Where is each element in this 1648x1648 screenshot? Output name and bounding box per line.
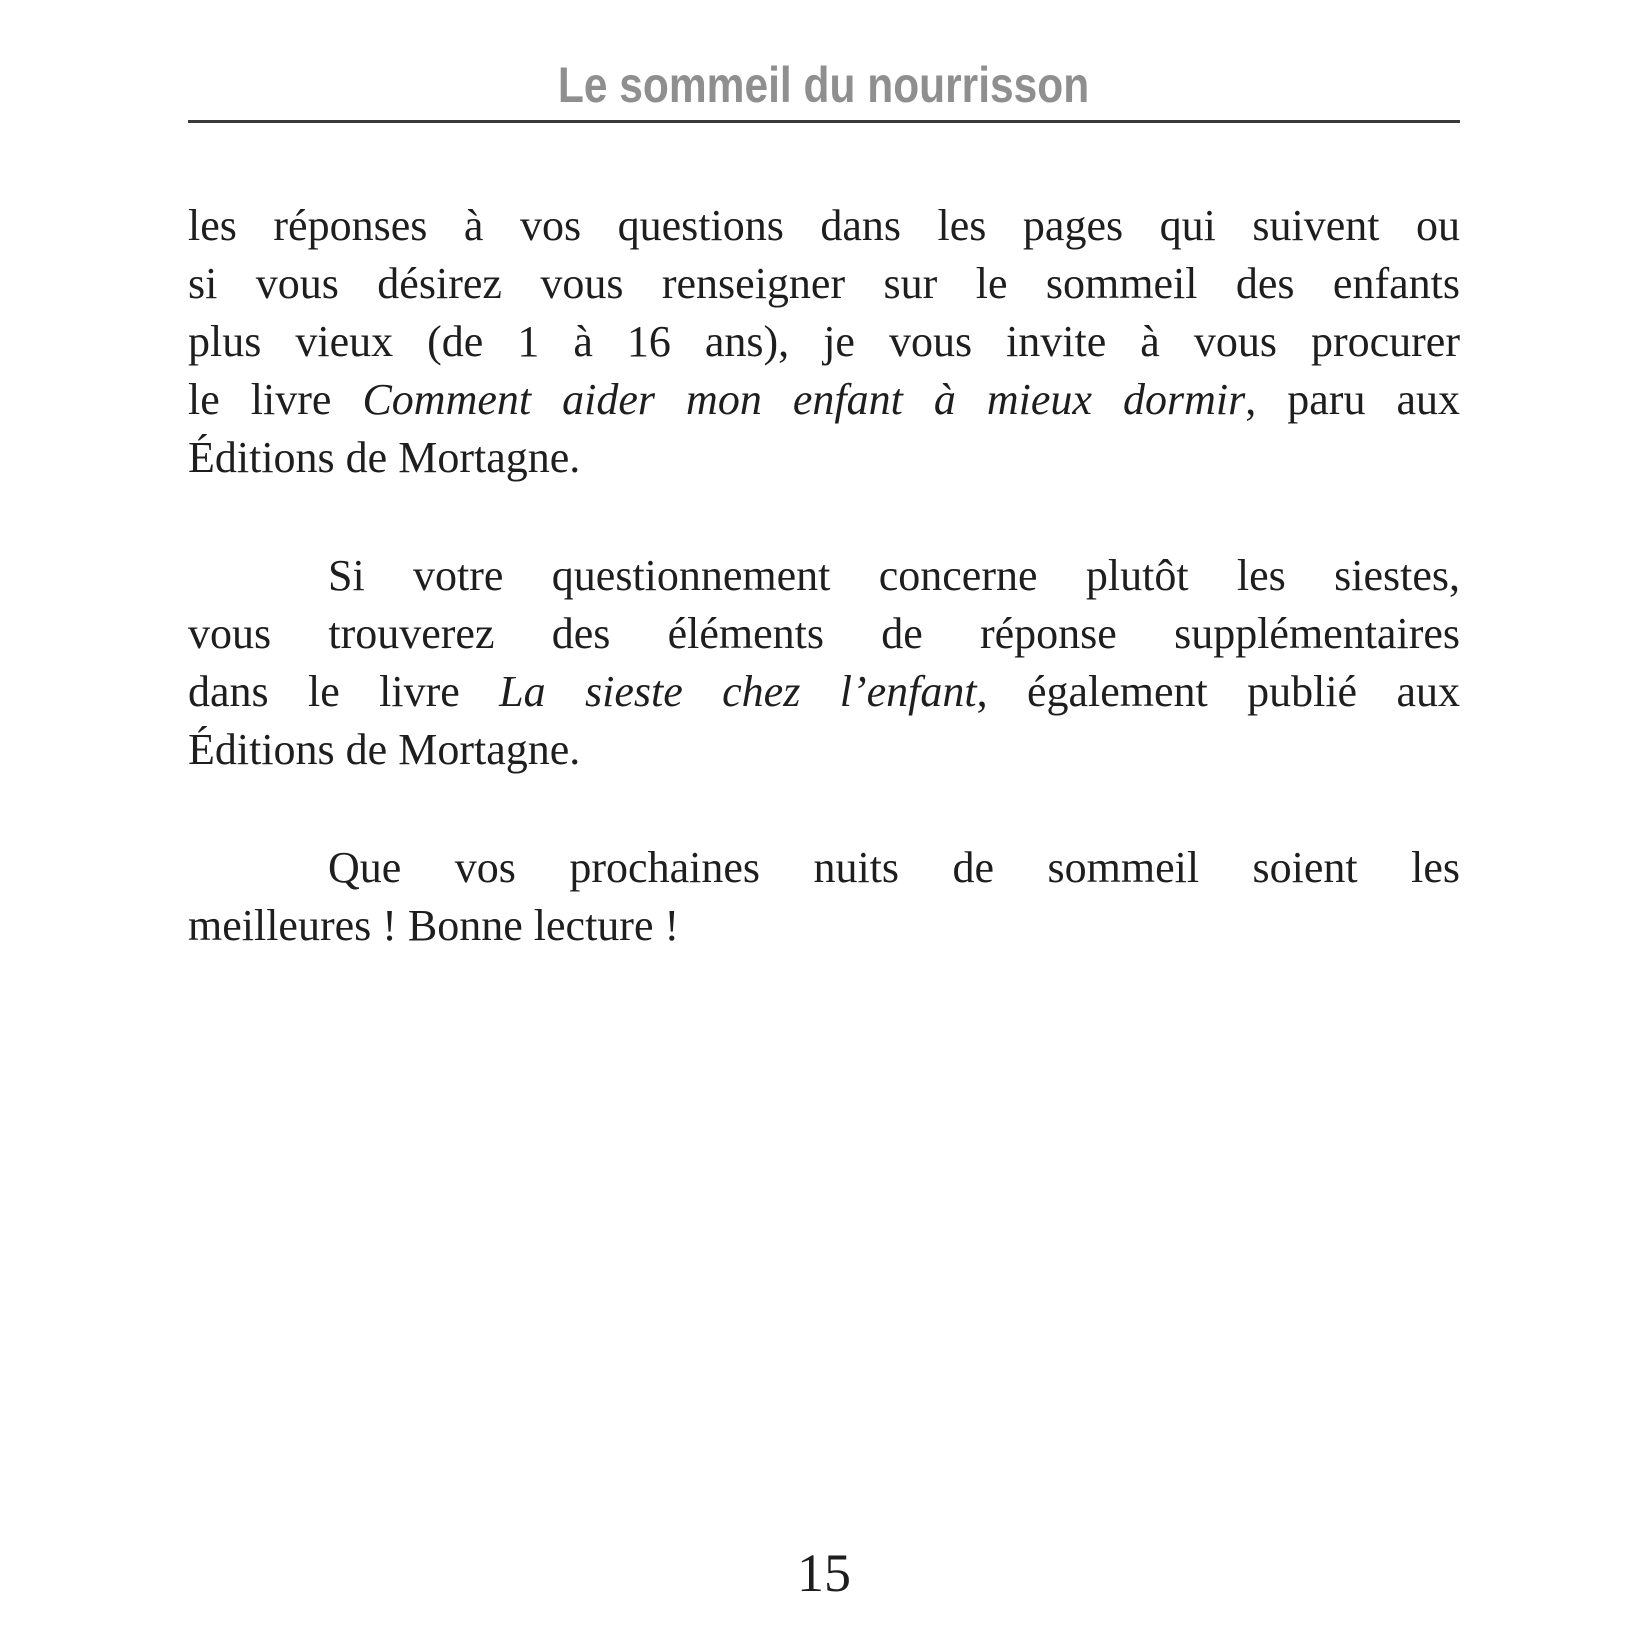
text-segment: vous trouverez des éléments de réponse supplémentaires: [188, 609, 1460, 658]
paragraph-3: [188, 839, 1460, 955]
text-line: [188, 547, 1460, 605]
text-segment: Éditions de Mortagne.: [188, 433, 581, 482]
text-segment: si vous désirez vous renseigner sur le sommeil des enfants: [188, 259, 1460, 308]
text-line: [188, 721, 1460, 779]
text-segment: Que vos prochaines nuits de sommeil soient les: [328, 843, 1460, 892]
text-segment: les réponses à vos questions dans les pages qui suivent ou: [188, 201, 1460, 250]
text-line: [188, 897, 1460, 955]
book-title-italic: La sieste chez l’enfant: [499, 667, 977, 716]
text-segment: meilleures ! Bonne lecture !: [188, 901, 680, 950]
text-line: [188, 605, 1460, 663]
header-rule: [188, 120, 1460, 123]
text-line: [188, 663, 1460, 721]
chapter-header-title: Le sommeil du nourrisson: [558, 57, 1090, 113]
text-segment: dans le livre: [188, 667, 500, 716]
text-segment: plus vieux (de 1 à 16 ans), je vous invite à vous procurer: [188, 317, 1460, 366]
paragraph-2: [188, 547, 1460, 779]
text-line: [188, 839, 1460, 897]
book-title-italic: Comment aider mon enfant à mieux dormir: [362, 375, 1246, 424]
running-header: [188, 0, 1460, 123]
text-line: [188, 313, 1460, 371]
text-line: [188, 197, 1460, 255]
text-line: [188, 371, 1460, 429]
text-segment: le livre: [188, 375, 363, 424]
text-segment: , paru aux: [1245, 375, 1461, 424]
content-column: [188, 0, 1460, 955]
body-text: [188, 197, 1460, 955]
text-line: [188, 255, 1460, 313]
page-number: 15: [797, 1543, 851, 1603]
text-segment: Si votre questionnement concerne plutôt les siestes,: [328, 551, 1460, 600]
text-segment: , également publié aux: [976, 667, 1460, 716]
paragraph-1: [188, 197, 1460, 487]
text-segment: Éditions de Mortagne.: [188, 725, 581, 774]
text-line: [188, 429, 1460, 487]
